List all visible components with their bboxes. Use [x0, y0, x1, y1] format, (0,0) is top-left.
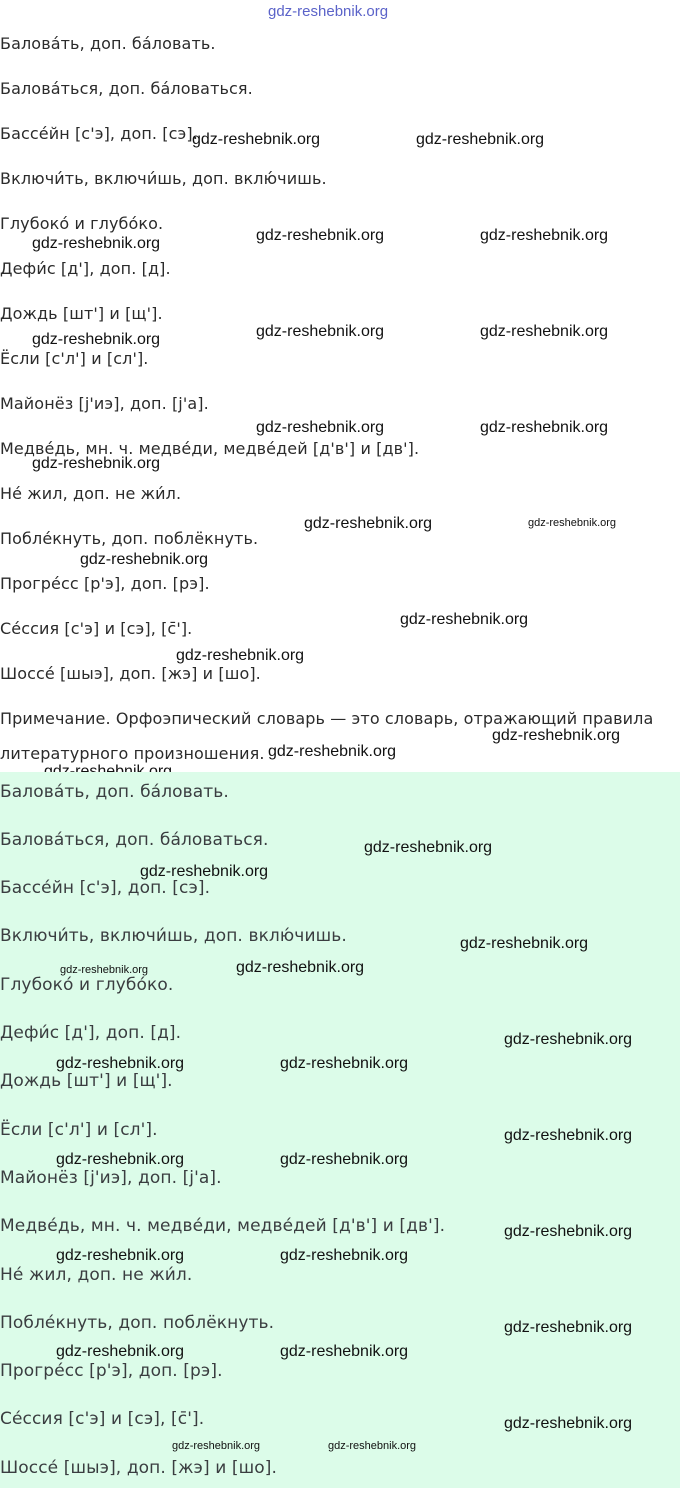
watermark: gdz-reshebnik.org: [280, 1151, 409, 1168]
entry-line: Включи́ть, включи́шь, доп. вклю́чишь.: [0, 926, 347, 946]
entry-line: Бассе́йн [с'э], доп. [сэ].: [0, 878, 211, 898]
entry-line: Балова́ть, доп. ба́ловать.: [0, 34, 216, 53]
entry-line: Включи́ть, включи́шь, доп. вклю́чишь.: [0, 169, 327, 188]
entry-line: Медве́дь, мн. ч. медве́ди, медве́дей [д'в'] и [дв'].: [0, 439, 420, 458]
watermark: gdz-reshebnik.org: [176, 647, 305, 664]
watermark: gdz-reshebnik.org: [480, 419, 609, 436]
watermark: gdz-reshebnik.org: [256, 323, 385, 340]
watermark: gdz-reshebnik.org: [504, 1415, 633, 1432]
entry-line: Ёсли [с'л'] и [сл'].: [0, 349, 149, 368]
note-line: Примечание. Орфоэпический словарь — это словарь, отражающий правила: [0, 709, 654, 728]
entry-line: Балова́ться, доп. ба́ловаться.: [0, 79, 253, 98]
entry-line: Дождь [шт'] и [щ'].: [0, 304, 163, 323]
entry-line: Глубоко́ и глубо́ко.: [0, 214, 164, 233]
watermark: gdz-reshebnik.org: [256, 419, 385, 436]
watermark: gdz-reshebnik.org: [504, 1319, 633, 1336]
entry-line: Медве́дь, мн. ч. медве́ди, медве́дей [д'в'] и [дв'].: [0, 1216, 446, 1236]
watermark: gdz-reshebnik.org: [192, 131, 321, 148]
entry-line: Дождь [шт'] и [щ'].: [0, 1071, 173, 1091]
entry-line: Прогре́сс [р'э], доп. [рэ].: [0, 1361, 223, 1381]
watermark: gdz-reshebnik.org: [236, 959, 365, 976]
watermark: gdz-reshebnik.org: [528, 517, 617, 529]
watermark: gdz-reshebnik.org: [80, 551, 209, 568]
entry-line: Шоссе́ [шыэ], доп. [жэ] и [шо].: [0, 664, 261, 683]
entry-line: Не́ жил, доп. не жи́л.: [0, 1265, 193, 1285]
entry-line: Майонёз [j'иэ], доп. [j'а].: [0, 1168, 222, 1188]
entry-line: Майонёз [j'иэ], доп. [j'а].: [0, 394, 209, 413]
top-watermark: gdz-reshebnik.org: [268, 3, 389, 20]
entry-line: Не́ жил, доп. не жи́л.: [0, 484, 182, 503]
watermark: gdz-reshebnik.org: [304, 515, 433, 532]
watermark: gdz-reshebnik.org: [56, 1055, 185, 1072]
watermark: gdz-reshebnik.org: [60, 964, 149, 976]
entry-line: Дефи́с [д'], доп. [д].: [0, 259, 171, 278]
watermark: gdz-reshebnik.org: [280, 1247, 409, 1264]
entry-line: Се́ссия [с'э] и [сэ], [с̄'].: [0, 619, 193, 638]
entry-line: Прогре́сс [р'э], доп. [рэ].: [0, 574, 210, 593]
entry-line: Бассе́йн [с'э], доп. [сэ].: [0, 124, 198, 143]
watermark: gdz-reshebnik.org: [172, 1440, 261, 1452]
entry-line: Шоссе́ [шыэ], доп. [жэ] и [шо].: [0, 1458, 277, 1478]
watermark: gdz-reshebnik.org: [280, 1055, 409, 1072]
watermark: gdz-reshebnik.org: [56, 1151, 185, 1168]
watermark: gdz-reshebnik.org: [416, 131, 545, 148]
watermark: gdz-reshebnik.org: [504, 1031, 633, 1048]
entry-line: Побле́кнуть, доп. поблёкнуть.: [0, 529, 259, 548]
watermark: gdz-reshebnik.org: [32, 235, 161, 252]
entry-line: Ёсли [с'л'] и [сл'].: [0, 1120, 158, 1140]
watermark: gdz-reshebnik.org: [56, 1247, 185, 1264]
watermark: gdz-reshebnik.org: [480, 227, 609, 244]
watermark: gdz-reshebnik.org: [328, 1440, 417, 1452]
entry-line: Побле́кнуть, доп. поблёкнуть.: [0, 1313, 275, 1333]
watermark: gdz-reshebnik.org: [400, 611, 529, 628]
note-line: литературного произношения.: [0, 744, 265, 763]
entry-line: Дефи́с [д'], доп. [д].: [0, 1023, 182, 1043]
watermark: gdz-reshebnik.org: [480, 323, 609, 340]
watermark: gdz-reshebnik.org: [140, 863, 269, 880]
entry-line: Се́ссия [с'э] и [сэ], [с̄'].: [0, 1409, 205, 1429]
watermark: gdz-reshebnik.org: [460, 935, 589, 952]
watermark: gdz-reshebnik.org: [256, 227, 385, 244]
watermark: gdz-reshebnik.org: [492, 727, 621, 744]
entry-line: Глубоко́ и глубо́ко.: [0, 975, 174, 995]
entry-line: Балова́ться, доп. ба́ловаться.: [0, 830, 269, 850]
watermark: gdz-reshebnik.org: [32, 331, 161, 348]
watermark: gdz-reshebnik.org: [504, 1223, 633, 1240]
watermark: gdz-reshebnik.org: [56, 1343, 185, 1360]
watermark: gdz-reshebnik.org: [504, 1127, 633, 1144]
watermark: gdz-reshebnik.org: [364, 839, 493, 856]
watermark: gdz-reshebnik.org: [280, 1343, 409, 1360]
watermark: gdz-reshebnik.org: [32, 455, 161, 472]
entry-line: Балова́ть, доп. ба́ловать.: [0, 782, 229, 802]
green-section: [0, 772, 680, 1488]
watermark: gdz-reshebnik.org: [268, 743, 397, 760]
